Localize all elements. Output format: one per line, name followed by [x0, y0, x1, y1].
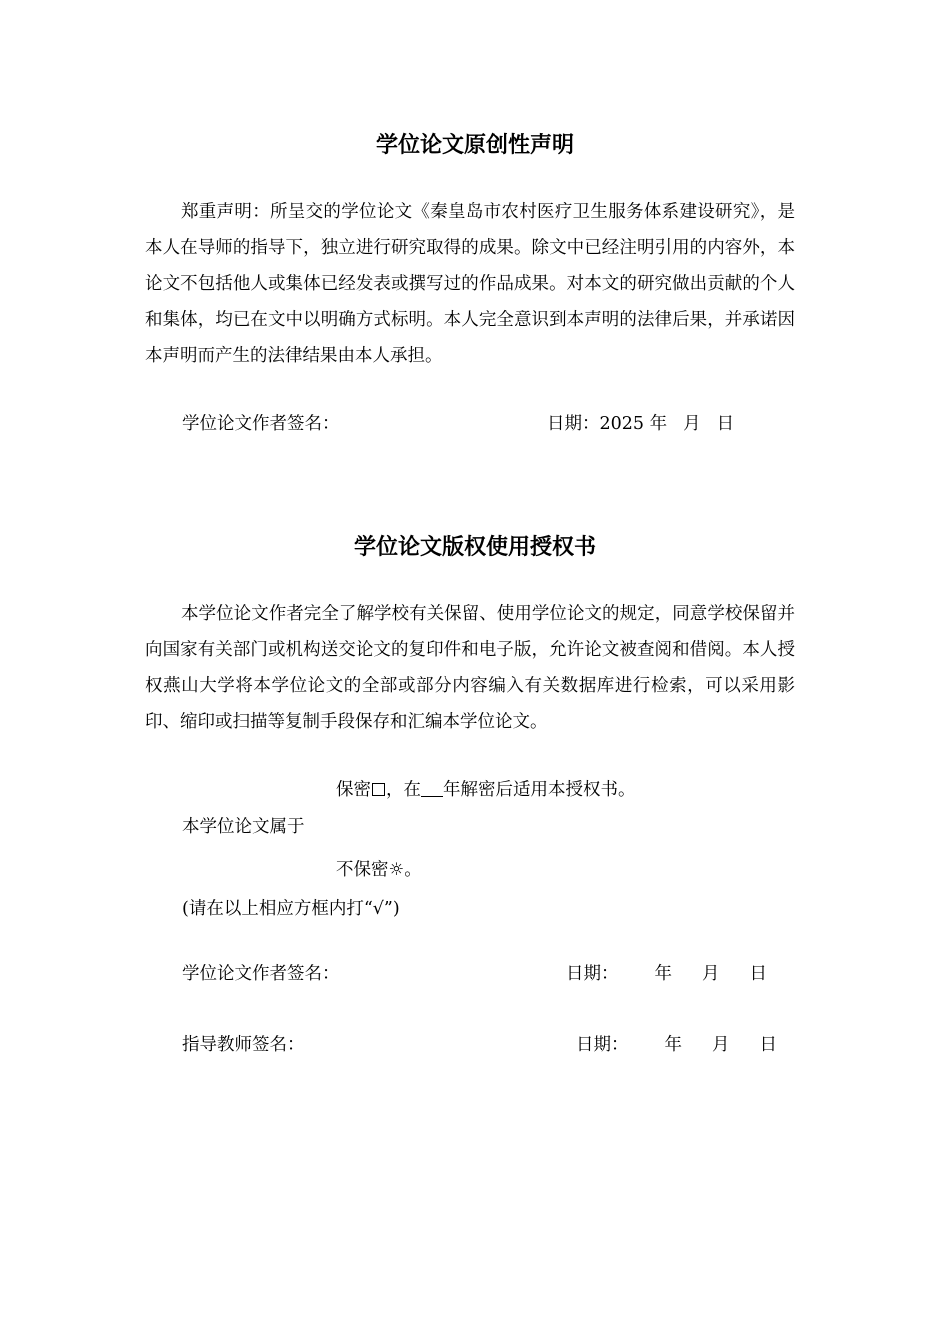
author-year-label: 年: [654, 964, 672, 984]
instruction-text: (请在以上相应方框内打“√”): [182, 899, 400, 919]
declaration-day-label: 日: [716, 414, 735, 434]
author-date-label: 日期：: [566, 964, 619, 984]
not-secret-option: [336, 856, 422, 881]
author-month-label: 月: [702, 964, 720, 984]
secret-checkbox[interactable]: [372, 783, 385, 796]
secret-years-blank[interactable]: [421, 780, 443, 797]
authorization-body: 本学位论文作者完全了解学校有关保留、使用学位论文的规定，同意学校保留并向国家有关部门或机构送交论文的复印件和电子版，允许论文被查阅和借阅。本人授权燕山大学将本学位论文的全部或部分内容编入有关数据库进行检索，可以采用影印、缩印或扫描等复制手段保存和汇编本学位论文。: [145, 604, 795, 732]
author-signature-date: [566, 960, 767, 985]
declaration-month-label: 月: [683, 414, 701, 434]
declaration-date-label: 日期：2025 年: [547, 414, 668, 434]
not-secret-checkbox-icon[interactable]: ☼: [388, 860, 405, 880]
advisor-signature-date: [576, 1031, 777, 1056]
declaration-signature-label: 学位论文作者签名：: [182, 414, 340, 434]
advisor-month-label: 月: [712, 1035, 730, 1055]
advisor-signature-label: 指导教师签名：: [182, 1035, 305, 1055]
secret-suffix: 年解密后适用本授权书。: [443, 780, 636, 800]
declaration-title: 学位论文原创性声明: [375, 133, 574, 158]
secret-prefix: 保密: [336, 780, 371, 800]
secret-option: [336, 776, 636, 801]
advisor-date-label: 日期：: [576, 1035, 629, 1055]
secret-middle: ，在: [386, 780, 421, 800]
advisor-year-label: 年: [664, 1035, 682, 1055]
author-signature-label: 学位论文作者签名：: [182, 964, 340, 984]
not-secret-label: 不保密: [336, 860, 389, 880]
declaration-body: 郑重声明：所呈交的学位论文《秦皇岛市农村医疗卫生服务体系建设研究》，是本人在导师的指导下，独立进行研究取得的成果。除文中已经注明引用的内容外，本论文不包括他人或集体已经发表或撰写过的作品成果。对本文的研究做出贡献的个人和集体，均已在文中以明确方式标明。本人完全意识到本声明的法律后果，并承诺因本声明而产生的法律结果由本人承担。: [145, 202, 795, 366]
authorization-title: 学位论文版权使用授权书: [353, 535, 596, 560]
advisor-day-label: 日: [759, 1035, 777, 1055]
author-day-label: 日: [749, 964, 767, 984]
belongs-label: 本学位论文属于: [182, 817, 305, 837]
not-secret-end: 。: [404, 860, 422, 880]
declaration-date: [547, 410, 734, 435]
